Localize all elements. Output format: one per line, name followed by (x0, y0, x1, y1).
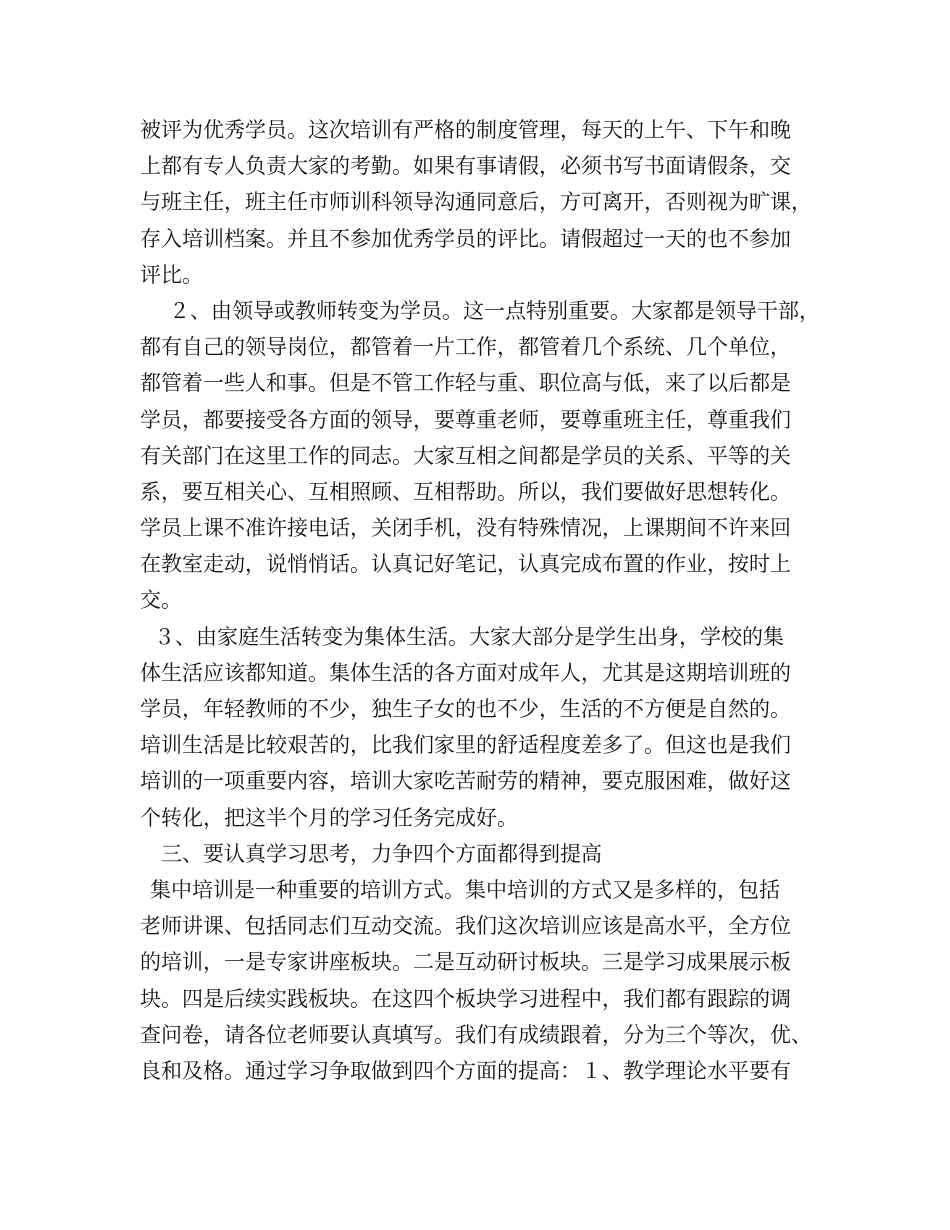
text-line: 都管着一些人和事。但是不管工作轻与重、职位高与低，来了以后都是 (140, 371, 791, 396)
text-line: 块。四是后续实践板块。在这四个板块学习进程中，我们都有跟踪的调 (140, 986, 791, 1011)
text-line: 评比。 (140, 262, 203, 287)
text-line: 集中培训是一种重要的培训方式。集中培训的方式又是多样的，包括 (150, 877, 780, 902)
text-line: 学员上课不准许接电话，关闭手机，没有特殊情况，上课期间不许来回 (140, 516, 791, 541)
text-line: 在教室走动，说悄悄话。认真记好笔记，认真完成布置的作业，按时上 (140, 552, 791, 577)
text-line: 都有自己的领导岗位，都管着一片工作，都管着几个系统、几个单位， (140, 335, 791, 360)
text-line: 体生活应该都知道。集体生活的各方面对成年人，尤其是这期培训班的 (140, 660, 791, 685)
text-line: 培训的一项重要内容，培训大家吃苦耐劳的精神，要克服困难，做好这 (140, 769, 791, 794)
text-line: 被评为优秀学员。这次培训有严格的制度管理，每天的上午、下午和晚 (140, 118, 791, 142)
text-line: 良和及格。通过学习争取做到四个方面的提高：１、教学理论水平要有 (140, 1058, 791, 1083)
text-line: 交。 (140, 588, 182, 613)
text-line: 培训生活是比较艰苦的，比我们家里的舒适程度差多了。但这也是我们 (140, 733, 791, 758)
text-line: 有关部门在这里工作的同志。大家互相之间都是学员的关系、平等的关 (140, 443, 791, 468)
text-line: 个转化，把这半个月的学习任务完成好。 (140, 805, 518, 830)
document-body (140, 112, 840, 1089)
text-line: 老师讲课、包括同志们互动交流。我们这次培训应该是高水平，全方位 (140, 914, 791, 939)
text-line: 学员，年轻教师的不少，独生子女的也不少，生活的不方便是自然的。 (140, 697, 791, 721)
text-line: 系，要互相关心、互相照顾、互相帮助。所以，我们要做好思想转化。 (140, 479, 791, 504)
text-line: 的培训，一是专家讲座板块。二是互动研讨板块。三是学习成果展示板 (140, 950, 791, 975)
text-line: 学员，都要接受各方面的领导，要尊重老师，要尊重班主任，尊重我们 (140, 407, 791, 432)
text-line: 与班主任，班主任市师训科领导沟通同意后，方可离开，否则视为旷课， (140, 190, 812, 215)
text-line: 存入培训档案。并且不参加优秀学员的评比。请假超过一天的也不参加 (140, 226, 791, 251)
section-heading: 三、要认真学习思考，力争四个方面都得到提高 (161, 841, 602, 866)
text-line: 上都有专人负责大家的考勤。如果有事请假，必须书写书面请假条，交 (140, 154, 791, 179)
text-line: 查问卷，请各位老师要认真填写。我们有成绩跟着，分为三个等次，优、 (140, 1022, 812, 1047)
text-line: ３、由家庭生活转变为集体生活。大家大部分是学生出身，学校的集 (154, 624, 784, 649)
text-line: ２、由领导或教师转变为学员。这一点特别重要。大家都是领导干部， (148, 298, 820, 323)
